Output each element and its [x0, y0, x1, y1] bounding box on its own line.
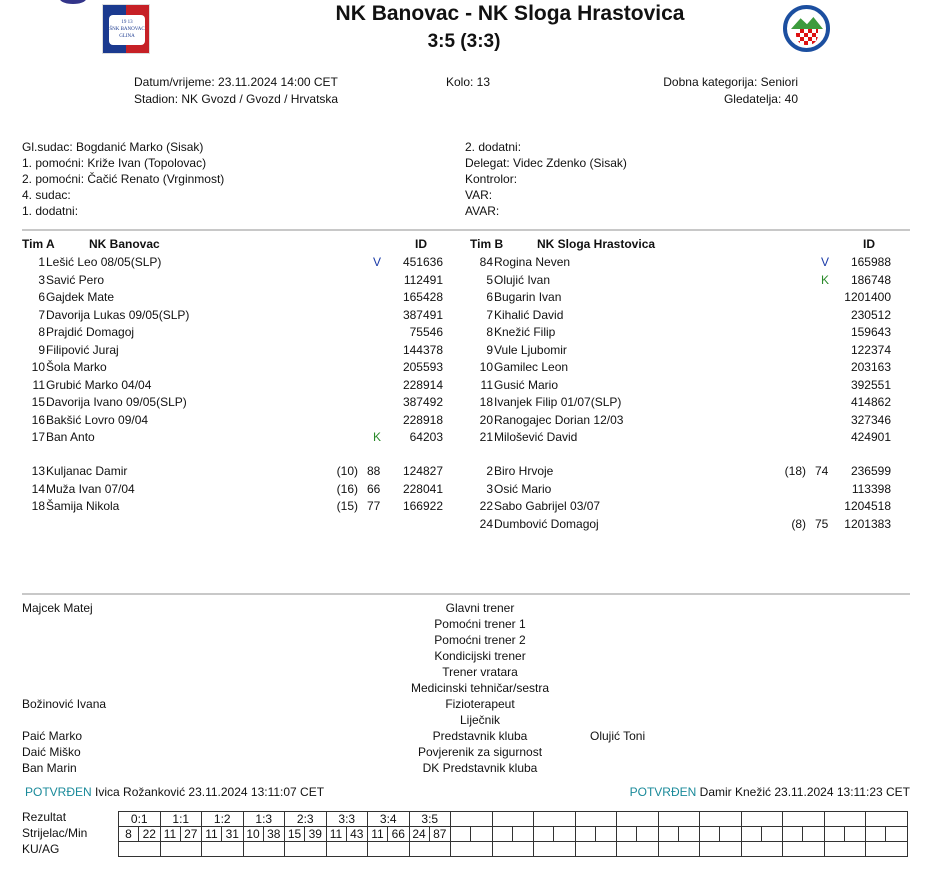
card-cell — [451, 842, 493, 857]
official-entry: AVAR: — [465, 204, 500, 218]
logo-text: 19 13 — [121, 20, 133, 25]
player-name: Lešić Leo 08/05(SLP) — [46, 255, 162, 269]
scorer-row — [119, 827, 908, 842]
official-entry: 1. pomoćni: Križe Ivan (Topolovac) — [22, 156, 207, 170]
player-id: 327346 — [850, 412, 891, 427]
confirmation-text: Ivica Rožanković 23.11.2024 13:11:07 CET — [95, 785, 325, 799]
minute-cell — [886, 827, 908, 842]
player-name: Davorija Ivano 09/05(SLP) — [46, 395, 187, 409]
player-name: Biro Hrvoje — [494, 464, 554, 478]
card-cell — [824, 842, 866, 857]
card-cell — [119, 842, 161, 857]
scorer-cell: 24 — [409, 827, 429, 842]
player-id: 228914 — [402, 377, 443, 392]
player-id: 113398 — [851, 481, 891, 496]
scorer-cell: 11 — [368, 827, 388, 842]
score-cell — [866, 812, 908, 827]
staff-role: Kondicijski trener — [434, 649, 526, 663]
scorer-cell — [700, 827, 720, 842]
card-cell — [700, 842, 742, 857]
player-name: Šola Marko — [46, 360, 107, 374]
player-name: Savić Pero — [46, 272, 105, 287]
score-cell: 2:3 — [285, 812, 327, 827]
score-cell: 0:1 — [119, 812, 161, 827]
player-number: 16 — [31, 412, 45, 427]
player-number: 9 — [38, 342, 45, 357]
player-id: 165428 — [402, 290, 443, 304]
result-row — [119, 812, 908, 827]
score-cell — [658, 812, 700, 827]
card-cell — [575, 842, 617, 857]
minute-cell — [595, 827, 617, 842]
staff-role: Povjerenik za sigurnost — [417, 745, 543, 759]
staff-role: Glavni trener — [445, 601, 515, 615]
scorer-cell — [866, 827, 886, 842]
scorer-cell: 11 — [326, 827, 346, 842]
staff-role: Trener vratara — [442, 665, 518, 679]
home-staff-name: Majcek Matej — [22, 601, 93, 615]
official-entry: VAR: — [465, 188, 493, 202]
staff-role: Predstavnik kluba — [432, 729, 528, 743]
player-number: 10 — [31, 360, 45, 374]
minute-cell — [637, 827, 659, 842]
player-number: 18 — [479, 395, 493, 409]
score-cell — [783, 812, 825, 827]
player-id: 64203 — [409, 430, 443, 444]
match-datetime: Datum/vrijeme: 23.11.2024 14:00 CET — [134, 75, 338, 89]
scorer-cell: 11 — [202, 827, 222, 842]
scorer-cell — [658, 827, 678, 842]
scorer-cell — [575, 827, 595, 842]
player-id: 228041 — [402, 481, 443, 496]
match-round: Kolo: 13 — [446, 75, 491, 89]
minute-cell: 38 — [263, 827, 285, 842]
card-cell — [741, 842, 783, 857]
minute-cell — [471, 827, 493, 842]
player-number: 24 — [479, 516, 493, 531]
card-cell — [409, 842, 451, 857]
player-number: 84 — [479, 255, 493, 269]
player-number: 3 — [486, 481, 493, 496]
player-number: 15 — [31, 395, 45, 409]
goalkeeper-mark: V — [821, 255, 830, 269]
player-id: 122374 — [850, 342, 891, 357]
player-number: 5 — [486, 272, 493, 287]
player-number: 10 — [479, 360, 493, 374]
player-name: Grubić Marko 04/04 — [46, 377, 152, 392]
home-staff-name: Božinović Ivana — [22, 697, 107, 711]
home-staff-name: Paić Marko — [22, 729, 83, 743]
player-id: 228918 — [402, 412, 443, 427]
player-name: Ivanjek Filip 01/07(SLP) — [494, 395, 622, 409]
player-name: Vule Ljubomir — [494, 342, 567, 357]
scorer-cell: 8 — [119, 827, 139, 842]
player-name: Rogina Neven — [494, 255, 571, 269]
player-name: Dumbović Domagoj — [494, 516, 599, 531]
divider — [22, 229, 910, 231]
scorer-cell — [617, 827, 637, 842]
card-cell — [160, 842, 202, 857]
minute-cell: 43 — [346, 827, 368, 842]
card-cell — [783, 842, 825, 857]
id-header: ID — [863, 237, 875, 251]
player-id: 387492 — [402, 395, 443, 409]
staff-role: DK Predstavnik kluba — [422, 761, 538, 775]
scorer-cell — [741, 827, 761, 842]
substituted-player: (16) — [336, 481, 358, 496]
player-number: 18 — [31, 499, 45, 513]
player-id: 424901 — [850, 430, 891, 444]
substituted-player: (15) — [336, 499, 358, 513]
player-name: Bugarin Ivan — [494, 290, 562, 304]
card-cell — [617, 842, 659, 857]
score-cell — [492, 812, 534, 827]
away-team-logo — [783, 5, 830, 52]
match-stadium: Stadion: NK Gvozd / Gvozd / Hrvatska — [134, 92, 339, 106]
staff-role: Pomoćni trener 1 — [434, 617, 526, 631]
player-id: 112491 — [403, 272, 443, 287]
player-name: Davorija Lukas 09/05(SLP) — [46, 307, 190, 322]
player-name: Kihalić David — [494, 307, 564, 322]
substituted-player: (18) — [784, 464, 806, 478]
official-entry: 1. dodatni: — [22, 204, 79, 218]
match-title: NK Banovac - NK Sloga Hrastovica — [335, 2, 685, 25]
player-name: Sabo Gabrijel 03/07 — [494, 499, 601, 513]
score-cell: 1:2 — [202, 812, 244, 827]
captain-mark: K — [821, 272, 830, 287]
spectators: Gledatelja: 40 — [723, 92, 798, 106]
player-name: Milošević David — [494, 430, 578, 444]
player-number: 20 — [479, 412, 493, 427]
player-id: 75546 — [409, 325, 443, 339]
score-cell — [534, 812, 576, 827]
official-entry: 2. dodatni: — [465, 140, 522, 154]
row-label-cards: KU/AG — [22, 842, 60, 856]
score-cell — [824, 812, 866, 827]
score-cell: 3:3 — [326, 812, 368, 827]
score-cell — [741, 812, 783, 827]
card-cell — [658, 842, 700, 857]
scorer-cell — [783, 827, 803, 842]
staff-role: Medicinski tehničar/sestra — [410, 681, 550, 695]
card-cell — [534, 842, 576, 857]
minute-cell — [844, 827, 866, 842]
player-name: Ban Anto — [46, 430, 95, 444]
scorer-cell: 15 — [285, 827, 305, 842]
player-name: Gamilec Leon — [494, 360, 569, 374]
player-number: 17 — [31, 430, 45, 444]
player-number: 6 — [486, 290, 493, 304]
player-number: 2 — [486, 464, 493, 478]
player-name: Knežić Filip — [494, 325, 556, 339]
row-label-scorer: Strijelac/Min — [22, 826, 88, 840]
player-name: Gusić Mario — [494, 377, 559, 392]
logo-text: GLINA — [119, 34, 135, 39]
player-name: Gajdek Mate — [46, 290, 115, 304]
player-number: 9 — [486, 342, 493, 357]
score-cell — [700, 812, 742, 827]
substituted-player: (8) — [791, 516, 806, 531]
minute-cell: 39 — [305, 827, 327, 842]
score-cell: 3:4 — [368, 812, 410, 827]
score-cell — [617, 812, 659, 827]
sub-minute: 77 — [367, 499, 381, 513]
card-cell — [368, 842, 410, 857]
away-confirmation — [630, 785, 910, 799]
minute-cell — [720, 827, 742, 842]
player-id: 165988 — [850, 255, 891, 269]
scorer-cell — [492, 827, 512, 842]
row-label-result: Rezultat — [22, 810, 67, 824]
sub-minute: 75 — [815, 516, 829, 531]
minute-cell: 22 — [139, 827, 161, 842]
minute-cell: 87 — [429, 827, 451, 842]
divider — [22, 593, 910, 595]
minute-cell: 31 — [222, 827, 244, 842]
staff-role: Fizioterapeut — [445, 697, 515, 711]
player-name: Osić Mario — [494, 481, 552, 496]
player-id: 203163 — [850, 360, 891, 374]
minute-cell: 66 — [388, 827, 410, 842]
player-number: 8 — [486, 325, 493, 339]
player-id: 166922 — [402, 499, 443, 513]
player-id: 124827 — [402, 464, 443, 478]
official-entry: 2. pomoćni: Čačić Renato (Vrginmost) — [22, 172, 225, 186]
player-id: 230512 — [850, 307, 891, 322]
card-cell — [866, 842, 908, 857]
player-id: 186748 — [850, 272, 891, 287]
score-cell — [575, 812, 617, 827]
logo-text: ŠNK BANOVAC — [109, 27, 145, 32]
confirmed-badge: POTVRĐEN — [25, 785, 92, 799]
player-number: 7 — [38, 307, 45, 322]
player-number: 1 — [38, 255, 45, 269]
player-number: 8 — [38, 325, 45, 339]
player-id: 1204518 — [844, 499, 891, 513]
result-grid — [118, 811, 908, 857]
player-name: Muža Ivan 07/04 — [46, 481, 135, 496]
minute-cell — [761, 827, 783, 842]
confirmed-badge: POTVRĐEN — [629, 785, 697, 799]
minute-cell — [554, 827, 576, 842]
score-cell: 1:3 — [243, 812, 285, 827]
player-number: 3 — [38, 272, 45, 287]
home-staff-name: Ban Marin — [22, 761, 77, 775]
player-id: 205593 — [402, 360, 443, 374]
minute-cell — [678, 827, 700, 842]
sub-minute: 74 — [815, 464, 829, 478]
captain-mark: K — [373, 430, 382, 444]
goalkeeper-mark: V — [373, 255, 382, 269]
scorer-cell: 11 — [160, 827, 180, 842]
scorer-cell — [824, 827, 844, 842]
score-cell: 3:5 — [409, 812, 451, 827]
home-confirmation — [25, 785, 324, 799]
age-category: Dobna kategorija: Seniori — [663, 75, 798, 89]
sub-minute: 88 — [367, 464, 381, 478]
player-number: 7 — [486, 307, 493, 322]
player-id: 392551 — [850, 377, 891, 392]
player-name: Olujić Ivan — [494, 272, 551, 287]
scorer-cell — [451, 827, 471, 842]
player-name: Filipović Juraj — [46, 342, 119, 357]
scorer-cell — [534, 827, 554, 842]
player-id: 159643 — [850, 325, 891, 339]
player-number: 6 — [38, 290, 45, 304]
minute-cell — [512, 827, 534, 842]
player-name: Ranogajec Dorian 12/03 — [494, 412, 624, 427]
player-name: Šamija Nikola — [46, 499, 120, 513]
player-id: 236599 — [850, 464, 891, 478]
team-label: Tim A — [22, 237, 55, 251]
card-cell — [326, 842, 368, 857]
player-name: Bakšić Lovro 09/04 — [46, 412, 149, 427]
player-name: Prajdić Domagoj — [46, 325, 135, 339]
confirmation-text: Damir Knežić 23.11.2024 13:11:23 CET — [699, 785, 910, 799]
scorer-cell: 10 — [243, 827, 263, 842]
minute-cell: 27 — [180, 827, 202, 842]
player-id: 1201383 — [844, 516, 891, 531]
player-number: 13 — [31, 464, 45, 478]
official-entry: Kontrolor: — [465, 172, 518, 186]
score-cell: 1:1 — [160, 812, 202, 827]
official-entry: Delegat: Videc Zdenko (Sisak) — [465, 156, 627, 170]
player-id: 144378 — [402, 342, 443, 357]
player-number: 11 — [32, 377, 45, 392]
staff-role: Liječnik — [459, 713, 501, 727]
id-header: ID — [415, 237, 427, 251]
score-cell — [451, 812, 493, 827]
official-entry: Gl.sudac: Bogdanić Marko (Sisak) — [22, 140, 204, 154]
team-name: NK Sloga Hrastovica — [537, 237, 656, 251]
card-cell — [285, 842, 327, 857]
player-number: 14 — [31, 481, 45, 496]
player-number: 21 — [479, 430, 493, 444]
player-name: Kuljanac Damir — [46, 464, 128, 478]
player-id: 414862 — [850, 395, 891, 409]
minute-cell — [803, 827, 825, 842]
player-number: 11 — [480, 377, 493, 392]
player-number: 22 — [479, 499, 493, 513]
player-id: 387491 — [402, 307, 443, 322]
player-id: 451636 — [402, 255, 443, 269]
official-entry: 4. sudac: — [22, 188, 71, 202]
player-id: 1201400 — [844, 290, 891, 304]
card-cell — [243, 842, 285, 857]
home-staff-name: Daić Miško — [22, 745, 81, 759]
match-score: 3:5 (3:3) — [427, 31, 501, 52]
away-staff-name: Olujić Toni — [590, 729, 646, 743]
card-cell — [492, 842, 534, 857]
team-label: Tim B — [470, 237, 504, 251]
cards-row — [119, 842, 908, 857]
staff-role: Pomoćni trener 2 — [434, 633, 526, 647]
card-cell — [202, 842, 244, 857]
sub-minute: 66 — [367, 481, 381, 496]
team-name: NK Banovac — [89, 237, 160, 251]
substituted-player: (10) — [336, 464, 358, 478]
